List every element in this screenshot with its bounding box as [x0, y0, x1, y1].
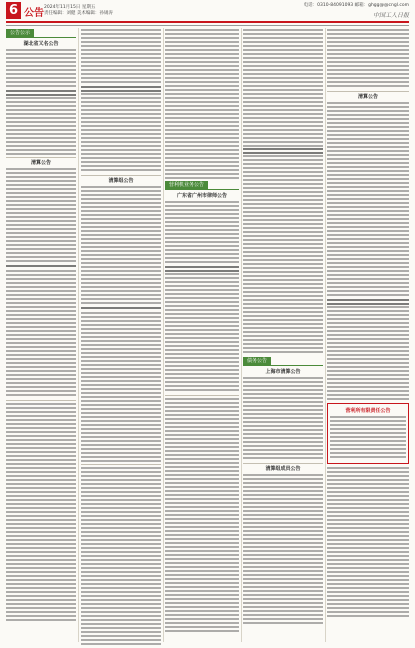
notice-body: [243, 474, 323, 624]
column-separator: [163, 28, 164, 642]
notice-body: [243, 155, 323, 355]
section-header: [165, 180, 239, 190]
divider: [327, 91, 409, 92]
section-title: 公告公示: [6, 29, 34, 37]
divider: [81, 175, 161, 176]
header-right: [304, 2, 409, 19]
notice-body: [81, 93, 161, 173]
notice-body: [6, 168, 76, 264]
notice-title: 上海市清算公告: [265, 369, 301, 375]
section-header: [243, 356, 323, 366]
divider: [81, 464, 161, 465]
notice-body: [243, 29, 323, 147]
notice-body: [165, 273, 239, 393]
column-3: [165, 28, 239, 635]
notice-body: [243, 377, 323, 461]
column-separator: [325, 28, 326, 642]
section-title: 营利机业务公告: [165, 181, 208, 189]
header-rule: [6, 21, 409, 23]
section-name: 公告: [24, 8, 44, 19]
notice-body: [6, 265, 76, 269]
notice-title: 广东省广州市律师公告: [176, 193, 227, 199]
column-1: [6, 28, 76, 624]
divider: [6, 400, 76, 401]
divider: [165, 395, 239, 396]
notice-body: [81, 307, 161, 311]
notice-body: [81, 29, 161, 85]
divider: [243, 463, 323, 464]
masthead-logo: 中国工人日报: [372, 12, 409, 19]
notice-body: [327, 306, 409, 400]
header-rule-thin: [6, 25, 409, 26]
column-5: [327, 28, 409, 618]
notice-title: 清算组成员公告: [265, 466, 301, 472]
notice-title: 清算公告: [357, 94, 378, 100]
notice-body: [165, 201, 239, 265]
notice-body: [243, 148, 323, 154]
section-title: 债务公告: [243, 357, 271, 365]
notice-body: [165, 29, 239, 179]
notice-body: [81, 312, 161, 462]
notice-body: [81, 186, 161, 306]
contact-line: 电话：0310-84091093 邮箱：ghgg@@cngl.com: [303, 3, 409, 8]
notice-body: [6, 403, 76, 623]
date-line: 2024年11月15日 星期五: [44, 5, 96, 10]
notice-title: 清算公告: [30, 160, 51, 166]
notice-body: [6, 49, 76, 89]
column-separator: [241, 28, 242, 642]
notice-title: 清算组公告: [108, 178, 134, 184]
notice-body: [81, 467, 161, 647]
divider: [6, 157, 76, 158]
boxed-notice: [327, 403, 409, 464]
column-separator: [78, 28, 79, 642]
notice-body: [327, 29, 409, 89]
notice-title: 营利所有限责任公告: [345, 408, 391, 414]
notice-body: [6, 90, 76, 96]
notice-body: [165, 266, 239, 272]
editor-line: 责任编辑：刘健 美术编辑：孙锡涛: [44, 11, 113, 16]
notice-body: [327, 467, 409, 617]
notice-body: [330, 416, 406, 460]
notice-body: [165, 398, 239, 634]
section-header: [6, 28, 76, 38]
notice-body: [327, 102, 409, 298]
column-4: [243, 28, 323, 625]
notice-body: [327, 299, 409, 305]
column-2: [81, 28, 161, 648]
notice-body: [6, 97, 76, 155]
page-number: 6: [6, 2, 21, 19]
notice-title: 湖北省又名公告: [23, 41, 59, 47]
notice-body: [6, 270, 76, 398]
notice-body: [81, 86, 161, 92]
